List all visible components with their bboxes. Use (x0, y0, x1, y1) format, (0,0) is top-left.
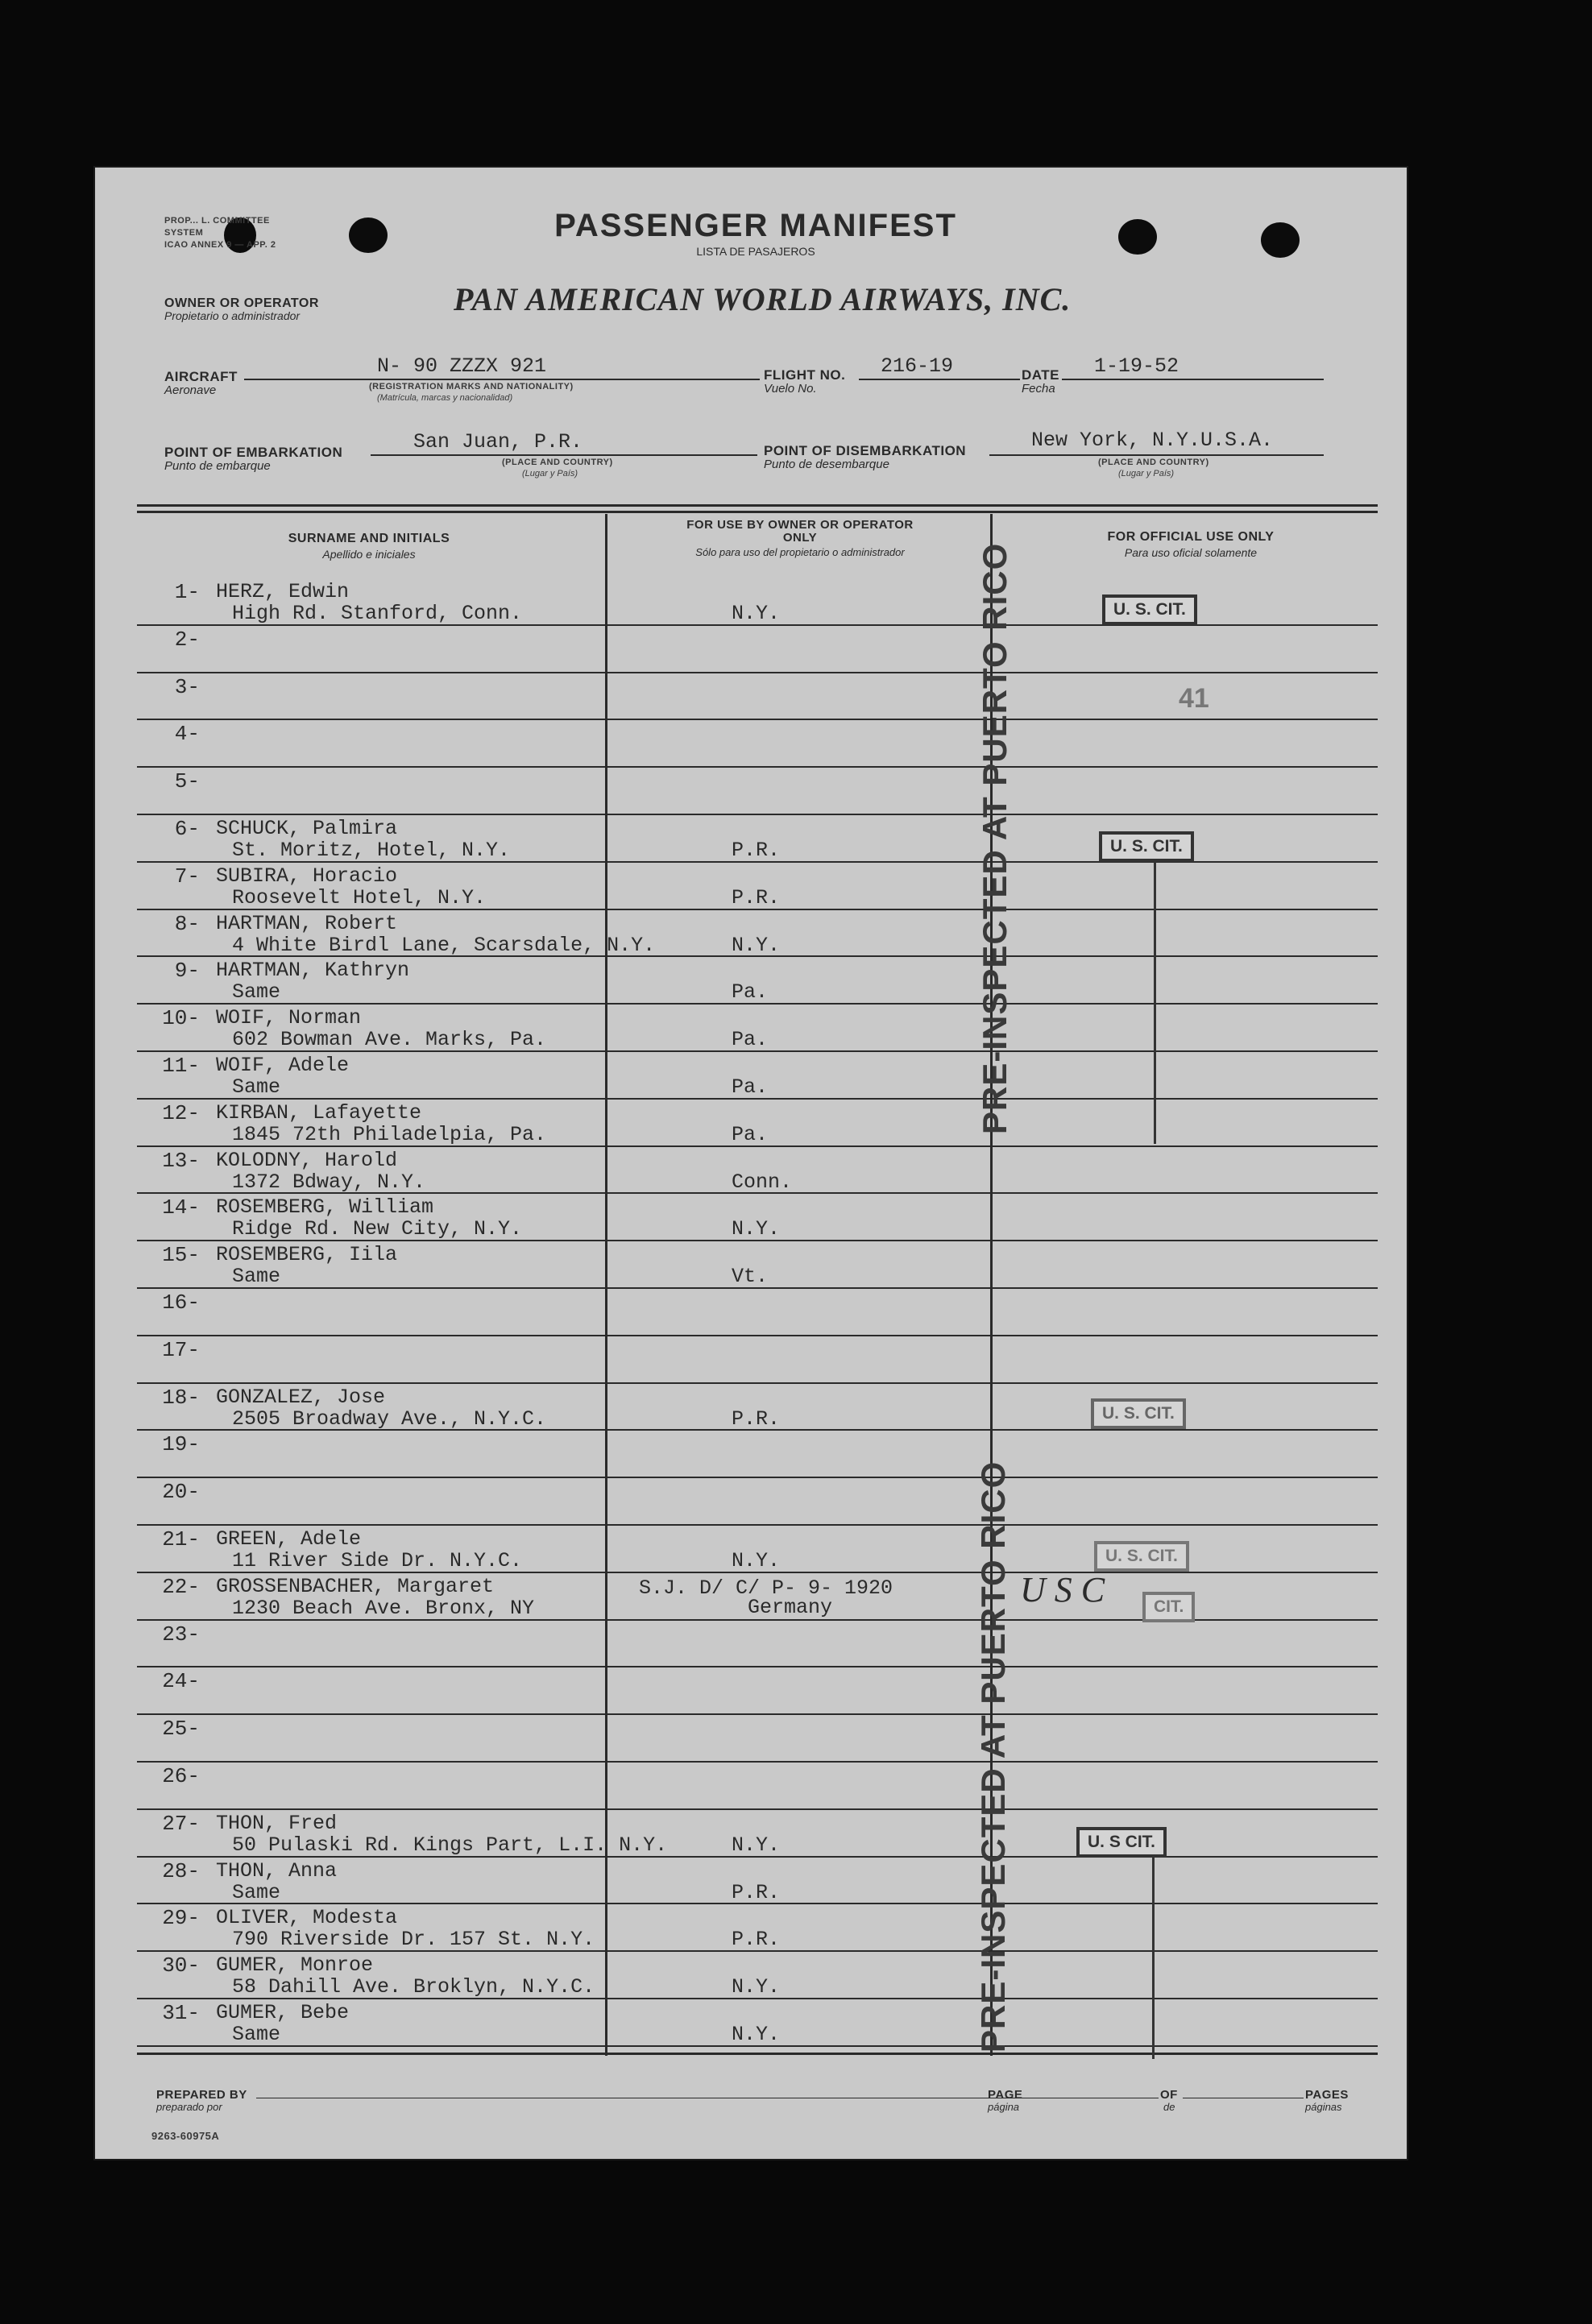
punch-hole (1118, 219, 1157, 255)
flight-label: FLIGHT NO. (764, 367, 846, 383)
prepared-label: PREPARED BY (156, 2088, 247, 2102)
column-divider (605, 514, 607, 2056)
date-label-es: Fecha (1022, 382, 1055, 396)
row-rule (137, 814, 1378, 815)
passenger-name: WOIF, Adele (216, 1054, 350, 1077)
row-number: 28- (162, 1859, 200, 1883)
passenger-address: 1230 Beach Ave. Bronx, NY (232, 1597, 535, 1620)
owner-use-value: P.R. (732, 1881, 781, 1904)
registration-caption: (REGISTRATION MARKS AND NATIONALITY) (369, 382, 574, 391)
row-rule (137, 1761, 1378, 1763)
row-rule (137, 1524, 1378, 1526)
row-number: 18- (162, 1386, 200, 1410)
owner-use-value: Pa. (732, 1028, 769, 1051)
passenger-name: GONZALEZ, Jose (216, 1386, 386, 1409)
passenger-name: HARTMAN, Kathryn (216, 959, 410, 982)
row-number: 1- (174, 580, 200, 604)
owner-use-value: Pa. (732, 1075, 769, 1099)
aircraft-label: AIRCRAFT (164, 369, 238, 384)
owner-use-value: Pa. (732, 1123, 769, 1146)
row-number: 20- (162, 1480, 200, 1504)
of-label-es: de (1163, 2101, 1175, 2113)
passenger-name: KOLODNY, Harold (216, 1149, 398, 1172)
owner-use-value: Pa. (732, 980, 769, 1004)
passenger-address: High Rd. Stanford, Conn. (232, 602, 523, 625)
row-number: 26- (162, 1764, 200, 1788)
passenger-address: 50 Pulaski Rd. Kings Part, L.I. N.Y. (232, 1833, 668, 1857)
place-caption-es: (Lugar y País) (522, 469, 578, 478)
row-number: 8- (174, 912, 200, 936)
row-number: 11- (162, 1054, 200, 1078)
us-cit-stamp: U. S. CIT. (1094, 1541, 1189, 1572)
passenger-address: Same (232, 980, 281, 1004)
row-number: 9- (174, 959, 200, 983)
row-number: 4- (174, 722, 200, 746)
row-number: 27- (162, 1812, 200, 1836)
disembark-label-es: Punto de desembarque (764, 458, 889, 471)
passenger-name: SCHUCK, Palmira (216, 817, 398, 840)
row-number: 10- (162, 1006, 200, 1030)
row-rule (137, 1808, 1378, 1810)
owner-use-value: P.R. (732, 1928, 781, 1951)
disembark-value: New York, N.Y.U.S.A. (1031, 429, 1274, 452)
row-number: 23- (162, 1622, 200, 1647)
row-number: 17- (162, 1338, 200, 1362)
passenger-name: GUMER, Monroe (216, 1953, 374, 1977)
owner-column-header-es: Sólo para uso del propietario o administrador (695, 546, 905, 558)
passenger-name: HERZ, Edwin (216, 580, 350, 603)
passenger-name: SUBIRA, Horacio (216, 864, 398, 888)
row-rule (137, 719, 1378, 720)
bracket-line (1152, 1858, 1155, 2059)
passenger-address: St. Moritz, Hotel, N.Y. (232, 839, 511, 862)
passenger-name: WOIF, Norman (216, 1006, 362, 1029)
row-rule (137, 1477, 1378, 1478)
row-number: 13- (162, 1149, 200, 1173)
owner-use-value: N.Y. (732, 2023, 781, 2046)
punch-hole (349, 217, 388, 253)
passenger-address: Same (232, 1265, 281, 1288)
handwritten-us: U S C (1020, 1570, 1105, 1609)
passenger-address: Same (232, 2023, 281, 2046)
page-label-es: página (988, 2101, 1020, 2113)
row-number: 21- (162, 1527, 200, 1551)
date-value: 1-19-52 (1094, 354, 1179, 378)
aircraft-label-es: Aeronave (164, 383, 217, 397)
row-rule (137, 1382, 1378, 1384)
place-caption: (PLACE AND COUNTRY) (502, 458, 613, 467)
passenger-address: 2505 Broadway Ave., N.Y.C. (232, 1407, 547, 1431)
row-number: 24- (162, 1669, 200, 1693)
row-number: 6- (174, 817, 200, 841)
row-number: 31- (162, 2001, 200, 2025)
passenger-address: 1845 72th Philadelpia, Pa. (232, 1123, 547, 1146)
row-rule (137, 1713, 1378, 1715)
passenger-name: THON, Anna (216, 1859, 338, 1883)
passenger-address: 58 Dahill Ave. Broklyn, N.Y.C. (232, 1975, 595, 1999)
owner-use-value: Vt. (732, 1265, 769, 1288)
owner-use-value: N.Y. (732, 1549, 781, 1572)
passenger-name: THON, Fred (216, 1812, 338, 1835)
name-column-header: SURNAME AND INITIALS (288, 532, 450, 545)
preinspected-stamp: PRE-INSPECTED AT PUERTO RICO (974, 1460, 1012, 2053)
proviso-line: PROP... L. COMMITTEE (164, 216, 270, 226)
embark-label-es: Punto de embarque (164, 459, 271, 473)
passenger-name: ROSEMBERG, William (216, 1195, 434, 1219)
owner-use-value: N.Y. (732, 934, 781, 957)
place-caption-2-es: (Lugar y País) (1118, 469, 1175, 478)
passenger-address: 790 Riverside Dr. 157 St. N.Y. (232, 1928, 595, 1951)
row-number: 7- (174, 864, 200, 889)
row-number: 12- (162, 1101, 200, 1125)
owner-use-value: N.Y. (732, 1833, 781, 1857)
owner-use-value-2: Germany (748, 1596, 833, 1619)
passenger-name: GROSSENBACHER, Margaret (216, 1575, 495, 1598)
passenger-name: ROSEMBERG, Iila (216, 1243, 398, 1266)
owner-use-value: S.J. D/ C/ P- 9- 1920 (639, 1576, 893, 1600)
row-number: 14- (162, 1195, 200, 1220)
registration-caption-es: (Matrícula, marcas y nacionalidad) (377, 393, 513, 403)
passenger-name: GUMER, Bebe (216, 2001, 350, 2024)
official-column-header: FOR OFFICIAL USE ONLY (1107, 530, 1275, 544)
place-caption-2: (PLACE AND COUNTRY) (1098, 458, 1209, 467)
passenger-name: OLIVER, Modesta (216, 1906, 398, 1929)
prepared-label-es: preparado por (156, 2101, 222, 2113)
proviso-line: ICAO ANNEX 9 — APP. 2 (164, 240, 276, 250)
row-number: 29- (162, 1906, 200, 1930)
owner-use-value: N.Y. (732, 1975, 781, 1999)
row-rule (137, 1335, 1378, 1336)
owner-use-value: N.Y. (732, 602, 781, 625)
proviso-line: SYSTEM (164, 228, 204, 238)
owner-label: OWNER OR OPERATOR (164, 296, 319, 310)
passenger-address: Same (232, 1881, 281, 1904)
passenger-address: 4 White Birdl Lane, Scarsdale, N.Y. (232, 934, 656, 957)
row-number: 15- (162, 1243, 200, 1267)
punch-hole (1261, 222, 1300, 258)
passenger-address: 11 River Side Dr. N.Y.C. (232, 1549, 523, 1572)
pages-label-es: páginas (1305, 2101, 1342, 2113)
row-number: 30- (162, 1953, 200, 1978)
embark-label: POINT OF EMBARKATION (164, 445, 343, 460)
owner-value: PAN AMERICAN WORLD AIRWAYS, INC. (454, 281, 1072, 317)
owner-use-value: Conn. (732, 1170, 793, 1194)
page-title: PASSENGER MANIFEST (554, 208, 957, 243)
row-rule (137, 766, 1378, 768)
row-number: 5- (174, 769, 200, 793)
row-number: 16- (162, 1290, 200, 1315)
form-number: 9263-60975A (151, 2130, 220, 2142)
passenger-name: KIRBAN, Lafayette (216, 1101, 422, 1125)
us-cit-stamp: U. S. CIT. (1091, 1398, 1186, 1429)
us-cit-stamp: U. S. CIT. (1102, 594, 1197, 625)
row-rule (137, 672, 1378, 673)
embark-value: San Juan, P.R. (413, 430, 583, 454)
count-stamp: 41 (1179, 683, 1209, 714)
page-subtitle: LISTA DE PASAJEROS (696, 245, 815, 258)
disembark-label: POINT OF DISEMBARKATION (764, 443, 967, 458)
row-number: 2- (174, 628, 200, 652)
pages-label: PAGES (1305, 2088, 1349, 2102)
row-number: 19- (162, 1432, 200, 1456)
manifest-form (95, 168, 1407, 2159)
owner-column-header: FOR USE BY OWNER OR OPERATOR ONLY (686, 518, 914, 545)
flight-value: 216-19 (881, 354, 954, 378)
aircraft-value: N- 90 ZZZX 921 (377, 354, 547, 378)
of-label: OF (1160, 2088, 1178, 2102)
passenger-address: Same (232, 1075, 281, 1099)
bracket-line (1154, 862, 1156, 1144)
date-label: DATE (1022, 367, 1060, 383)
passenger-address: Roosevelt Hotel, N.Y. (232, 886, 487, 909)
name-column-header-es: Apellido e iniciales (322, 548, 416, 561)
row-number: 3- (174, 675, 200, 699)
row-number: 22- (162, 1575, 200, 1599)
row-number: 25- (162, 1717, 200, 1741)
passenger-name: GREEN, Adele (216, 1527, 362, 1551)
owner-use-value: P.R. (732, 839, 781, 862)
flight-label-es: Vuelo No. (764, 382, 817, 396)
us-cit-stamp: U. S CIT. (1076, 1827, 1167, 1858)
page-label: PAGE (988, 2088, 1023, 2102)
cit-stamp: CIT. (1142, 1592, 1195, 1622)
passenger-name: HARTMAN, Robert (216, 912, 398, 935)
us-cit-stamp: U. S. CIT. (1099, 831, 1194, 862)
row-rule (137, 1666, 1378, 1667)
passenger-address: Ridge Rd. New City, N.Y. (232, 1217, 523, 1241)
preinspected-stamp: PRE-INSPECTED AT PUERTO RICO (976, 542, 1014, 1134)
owner-label-es: Propietario o administrador (164, 309, 301, 322)
owner-use-value: P.R. (732, 1407, 781, 1431)
owner-use-value: N.Y. (732, 1217, 781, 1241)
official-column-header-es: Para uso oficial solamente (1124, 546, 1258, 559)
passenger-address: 602 Bowman Ave. Marks, Pa. (232, 1028, 547, 1051)
passenger-address: 1372 Bdway, N.Y. (232, 1170, 426, 1194)
owner-use-value: P.R. (732, 886, 781, 909)
